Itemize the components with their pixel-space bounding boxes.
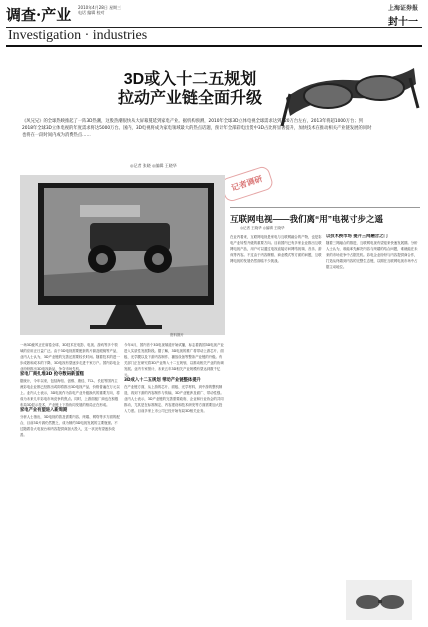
right-column-2 [326,234,418,574]
section-label: 调查·产业 [6,6,72,24]
article-byline: ◎记者 张晓 ◎编辑 王晓华 [130,163,177,168]
right-column-text-2: 随着三网融合的推进，互联网电视有望迎来快速发展期。分析人士认为，谁能率先解决内容与终端的结合问题，谁就能在未来的市场竞争中占据先机。彩电企业纷纷与内容提供商合作，打造从终端到内容的完整生态链，以期在互联网电视市场中占据主动地位。 [326,241,418,269]
sidebar-byline: ◎记者 王晓华 ◎编辑 王晓华 [240,226,285,230]
headline [90,70,290,108]
right-column-1 [230,234,322,574]
left-subheading-2: 家电产业有望进入新周期 [20,408,68,413]
sidebar-title: 互联网电视——我们离“用”电视寸步之遥 [230,214,384,224]
headline-line-1: 3D或入十二五规划 [123,71,257,88]
left-column-text-2: 据统计，今年以来，包括海信、创维、康佳、TCL、长虹等国内主流彩电企业都已经推出或即将推出3D电视产品，价格普遍在万元以上。业内人士表示，3D电视作为彩电产业升级换代的重要方向，将成为未来几年彩电市场竞争的焦点。同时，上游面板厂商也在积极布局3D显示技术，产业链上下游协同发展的格局正在形成。 [20,379,120,407]
small-glasses-photo [346,580,412,620]
right-subheading: 以技术换市场 提升三网融合之门 [326,234,388,239]
issue-date [78,5,121,15]
left-subheading-1: 家电厂商扎堆3D 抢夺数码新蛋糕 [20,372,84,377]
photo-caption: 资料图片 [170,333,184,337]
middle-subheading: 3D成入十二五规划 带动产业链整体提升 [124,378,201,383]
middle-column-text: 今年4月，国内首个3D电视频道开始试播，标志着我国3D电视产业进入实质性发展阶段。据了解，3D电视的推广将带动上游芯片、面板、光学膜以及下游内容制作、播放设备等整条产业链的升级。有关部门正在研究将3D产业纳入十二五规划，以推动相关产业的协调发展。业内专家预计，未来五年3D相关产业规模有望达到数千亿元。 [124,343,224,377]
tv-photo [20,175,225,335]
lede-paragraph: 《风兄兄》的全球热映推起了一阵3D热潮，这股热潮很快从大屏幕蔓延到家电产业。据机构预测，2010年全球3D立体电视全球需求达到120万台左右，2013年将超1000万台；到2018年全球3D立体电视的年度需求将达5000万台。国内，3D电视将成为家电领域最大的热点话题，预计年全部彩电出货中3D占比将显著提升，加快技术在推动相关产业链发展的同时也将在一段时间内成为消费热点…… [22,119,372,138]
page-editor: 封十一 [388,17,418,28]
left-column-text: 一场3D旋风正在席卷全球，3D技术在电影、电视、游戏等多个领域的应用正日益广泛。由于3D电视需要配套的片源及眼镜等产品，业内人士认为，3D产业链的完善还需要较长时间。随着技术的进一步成熟和成本的下降，3D电视有望逐步走进千家万户。国内彩电企业纷纷推出3D电视新品，争夺市场先机。 [20,343,120,371]
middle-column-text-2: 在产业链方面，从上游的芯片、面板、光学材料，到中游的整机制造，再到下游的内容制作与传输，3D产业链涉及面广、带动性强。业内人士表示，3D产业链的完善需要政府、企业和行业协会的共同推动，尤其是在标准制定、内容建设和技术研发等方面需要加大投入力度。目前多家上市公司已经开始布局3D相关业务。 [124,385,224,413]
headline-line-2: 拉动产业链全面升级 [117,90,262,107]
left-column-text-3: 分析人士指出，3D电视的普及需要内容、终端、网络等多方面的配合，目前3D片源仍然匮乏，成为制约3D电视发展的主要瓶颈。不过随着各大电视台和内容提供商加大投入，这一状况有望逐步改善。 [20,415,120,437]
sidebar-top-rule [230,207,420,208]
reporter-stamp: 记者调研 [220,165,275,203]
newspaper-logo: 上海证券报 [387,5,418,12]
middle-column [124,342,224,620]
right-column-text: 在业内看来，互联网电视是家电与互联网融合的产物，也是彩电产业转型升级的重要方向。目前国内已有多家企业推出互联网电视产品，用户可以通过电视直接访问网络视频、音乐、游戏等内容。不过由于内容牌照、商业模式等方面的问题，互联网电视的发展仍然面临不少挑战。 [230,235,322,263]
section-title-en: Investigation · industries [8,28,148,43]
date-line-1: 2010年4月28日 星期三 [78,5,122,10]
left-column [20,342,120,620]
date-line-2: 电话 编辑 校对 [78,10,105,15]
